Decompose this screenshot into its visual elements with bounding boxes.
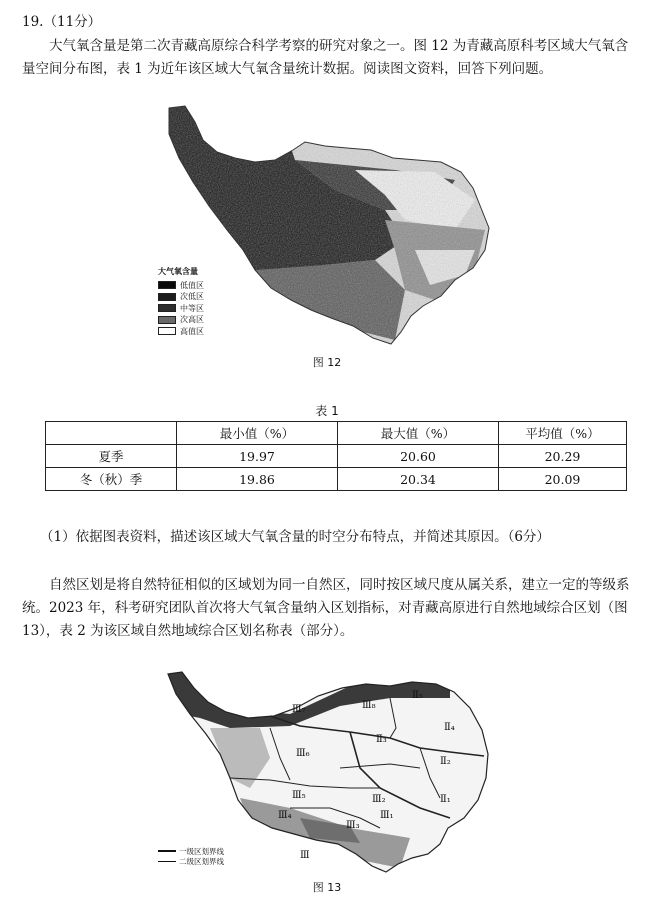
legend-item xyxy=(158,856,224,866)
figure12-map-fill xyxy=(155,100,500,350)
question-intro: 大气氧含量是第二次青藏高原综合科学考察的研究对象之一。图 12 为青藏高原科考区域大气氧含量空间分布图，表 1 为近年该区域大气氧含量统计数据。阅读图文资料，回答下列问题。 xyxy=(22,38,629,77)
legend-line-secondary xyxy=(158,861,176,862)
legend-swatch xyxy=(158,293,176,301)
legend-swatch xyxy=(158,304,176,312)
sub-question-1: （1）依据图表资料，描述该区域大气氧含量的时空分布特点，并简述其原因。（6分） xyxy=(40,529,550,545)
legend-label: 次低区 xyxy=(180,292,204,302)
legend-swatch xyxy=(158,327,176,335)
table-header-cell: 最小值（%） xyxy=(177,422,338,445)
legend-label: 低值区 xyxy=(180,280,204,290)
legend-label: 次高区 xyxy=(180,315,204,325)
region-label: Ⅲ₁ xyxy=(380,810,394,821)
table-cell: 夏季 xyxy=(46,445,177,468)
question-score: （11分） xyxy=(43,14,102,30)
figure12-caption: 图 12 xyxy=(312,356,342,369)
legend-line-primary xyxy=(158,850,176,852)
table-cell: 20.60 xyxy=(338,445,499,468)
figure12-map xyxy=(155,100,500,350)
region-label: Ⅲ₃ xyxy=(346,820,360,831)
legend-swatch xyxy=(158,316,176,324)
legend-label: 二级区划界线 xyxy=(179,856,224,866)
legend-item xyxy=(158,326,204,338)
table-cell: 20.29 xyxy=(499,445,627,468)
question-number: 19. xyxy=(22,14,44,30)
region-label: Ⅲ₈ xyxy=(362,700,376,711)
region-label: Ⅱ₁ xyxy=(440,794,451,805)
region-label: Ⅲ₄ xyxy=(278,810,292,821)
paragraph-2: 自然区划是将自然特征相似的区域划为同一自然区，同时按区域尺度从属关系，建立一定的等级系统。2023 年，科考研究团队首次将大气氧含量纳入区划指标，对青藏高原进行自然地域综合区划（图 13），表 2 为该区域自然地域综合区划名称表（部分）。 xyxy=(22,577,630,639)
region-label: Ⅲ₇ xyxy=(292,704,306,715)
legend-swatch xyxy=(158,281,176,289)
region-label: Ⅲ₅ xyxy=(292,790,306,801)
legend-label: 高值区 xyxy=(180,326,204,336)
table-header-cell: 平均值（%） xyxy=(499,422,627,445)
region-label: Ⅲ₂ xyxy=(372,794,386,805)
region-label: Ⅱ₅ xyxy=(412,690,423,701)
region-label: Ⅲ xyxy=(300,850,310,861)
legend-item xyxy=(158,314,204,326)
region-label: Ⅲ₆ xyxy=(296,748,310,759)
region-label: Ⅱ₃ xyxy=(376,734,387,745)
legend-item xyxy=(158,291,204,303)
table-cell: 冬（秋）季 xyxy=(46,468,177,491)
table-cell: 20.34 xyxy=(338,468,499,491)
table-header-row xyxy=(46,422,627,445)
table1 xyxy=(45,421,627,491)
table-cell: 19.86 xyxy=(177,468,338,491)
table-row xyxy=(46,445,627,468)
figure13-legend xyxy=(158,846,224,866)
table-header-cell: 最大值（%） xyxy=(338,422,499,445)
table-cell: 20.09 xyxy=(499,468,627,491)
region-label: Ⅱ₂ xyxy=(440,756,451,767)
legend-item xyxy=(158,846,224,856)
legend-item xyxy=(158,280,204,292)
legend-title: 大气氧含量 xyxy=(158,267,198,277)
legend-label: 一级区划界线 xyxy=(179,846,224,856)
table1-title: 表 1 xyxy=(315,404,339,418)
region-label: Ⅱ₄ xyxy=(444,722,455,733)
figure12-legend xyxy=(158,266,204,337)
question-header xyxy=(22,11,101,34)
figure13-caption: 图 13 xyxy=(312,881,342,894)
table-row xyxy=(46,468,627,491)
table-header-cell xyxy=(46,422,177,445)
legend-item xyxy=(158,303,204,315)
table-cell: 19.97 xyxy=(177,445,338,468)
legend-label: 中等区 xyxy=(180,303,204,313)
